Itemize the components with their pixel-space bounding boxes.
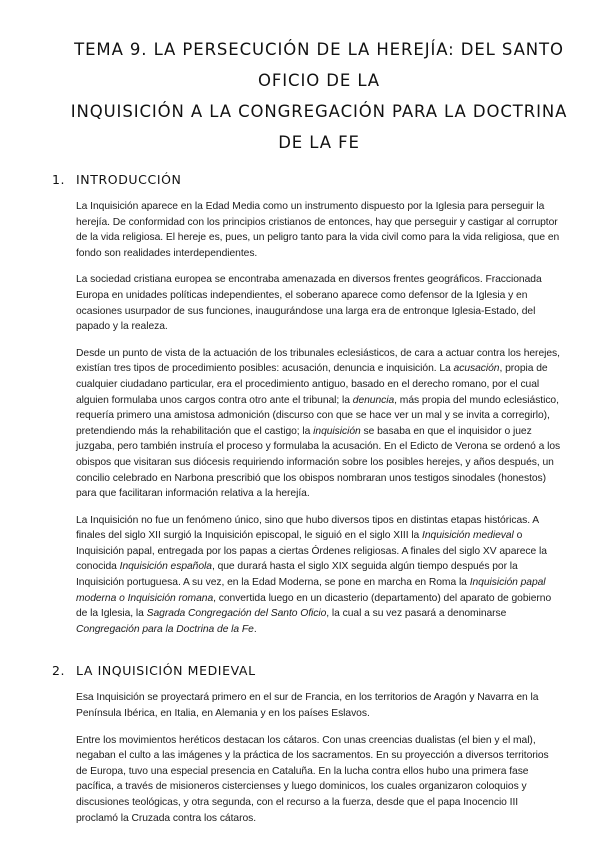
italic-term: Inquisición española (119, 561, 212, 573)
italic-term: denuncia (352, 394, 395, 406)
text-run: Desde un punto de vista de la actuación de los tribunales eclesiásticos, de cara a actuar contra los herejes, existían tres tipos de procedimiento posibles: acusación, denuncia e inquisición. La (76, 347, 560, 375)
section-heading-introduccion (52, 172, 562, 187)
text-run: Entre los movimientos heréticos destacan los cátaros. Con unas creencias dualistas (el bien y el mal), negaban el culto a las imágenes y la práctica de los sacramentos. En su proyección a diversos territorios de Europa, tuvo una especial presencia en Cataluña. En la lucha contra ellos hubo una primera fase pacífica, a través de misioneros cistercienses y luego dominicos, los cuales organizaron coloquios y discusiones teológicas, y otra segunda, con el recurso a la fuerza, desde que el papa Inocencio III proclamó la Cruzada contra los cátaros. (76, 734, 549, 824)
italic-term: Inquisición papal moderna o Inquisición romana (76, 577, 546, 604)
section-title: LA INQUISICIÓN MEDIEVAL (76, 663, 256, 679)
title-line-1: TEMA 9. LA PERSECUCIÓN DE LA HEREJÍA: DEL SANTO OFICIO DE LA (74, 40, 564, 90)
title-line-2: INQUISICIÓN A LA CONGREGACIÓN PARA LA DOCTRINA DE LA FE (70, 102, 568, 152)
section-heading-inquisicion-medieval (52, 663, 562, 678)
paragraph (76, 199, 562, 261)
text-run: se basaba en que el inquisidor o juez juzgaba, pero también instruía el proceso y formulaba la acusación. En el Edicto de Verona se ordenó a los obispos que visitaran sus diócesis requiriendo información sobre los posibles herejes, y años después, un concilio celebrado en Narbona prescribió que los obispos nombraran unos testigos sinodales (honestos) para que facilitaran información relativa a la herejía. (76, 425, 561, 500)
italic-term: acusación (453, 363, 500, 375)
text-run: , propia de cualquier ciudadano particular, era el procedimiento antiguo, basado en el derecho romano, por el cual alguien formulaba unos cargos contra otro ante el tribunal; la (76, 363, 548, 406)
section-title: INTRODUCCIÓN (76, 172, 182, 187)
section-number: 1. (52, 172, 66, 187)
text-run: , la cual a su vez pasará a denominarse (326, 608, 507, 620)
italic-term: Inquisición medieval (422, 530, 514, 542)
paragraph (76, 513, 562, 638)
text-run: La Inquisición no fue un fenómeno único, sino que hubo diversos tipos en distintas etapas históricas. A finales del siglo XII surgió la Inquisición episcopal, le siguió en el siglo XIII la (76, 514, 539, 542)
section-number: 2. (52, 663, 66, 679)
text-run: , convertida luego en un dicasterio (departamento) del aparato de gobierno de la Iglesia, la (76, 592, 552, 620)
italic-term: Sagrada Congregación del Santo Oficio (146, 608, 327, 620)
text-run: o Inquisición papal, entregada por los papas a ciertas Órdenes religiosas. A finales del siglo XV aparece la conocida (76, 530, 547, 573)
text-run: La sociedad cristiana europea se encontraba amenazada en diversos frentes geográficos. Fraccionada Europa en unidades políticas independientes, el soberano aparece como defensor de la Iglesia y en ocasiones usurpador de sus funciones, inaugurándose una larga era de entronque Iglesia-Estado, del papado y la realeza. (76, 274, 542, 333)
page-title (60, 34, 578, 158)
paragraph (76, 272, 562, 334)
paragraph (76, 733, 562, 827)
text-run: . (253, 623, 257, 635)
text-run: , más propia del mundo eclesiástico, requería primero una amistosa admonición (discurso con que se hace ver un mal y se invita a corregirlo), pretendiendo más la rehabilitación que el castigo; la (76, 394, 559, 437)
paragraph (76, 346, 562, 502)
italic-term: inquisición (313, 425, 361, 437)
text-run: La Inquisición aparece en la Edad Media como un instrumento dispuesto por la Iglesia para perseguir la herejía. De conformidad con los principios cristianos de entonces, hay que perseguir y castigar al corruptor de la vida religiosa. El hereje es, pues, un peligro tanto para la vida civil como para la vida religiosa, que en fondo son realidades interdependientes. (76, 201, 560, 259)
text-run: Esa Inquisición se proyectará primero en el sur de Francia, en los territorios de Aragón y Navarra en la Península Ibérica, en Italia, en Alemania y en los países Eslavos. (76, 692, 539, 720)
paragraph (76, 690, 562, 721)
text-run: , que durará hasta el siglo XIX seguida algún tiempo después por la Inquisición portuguesa. A su vez, en la Edad Moderna, se pone en marcha en Roma la (76, 561, 518, 589)
italic-term: Congregación para la Doctrina de la Fe (76, 623, 254, 635)
